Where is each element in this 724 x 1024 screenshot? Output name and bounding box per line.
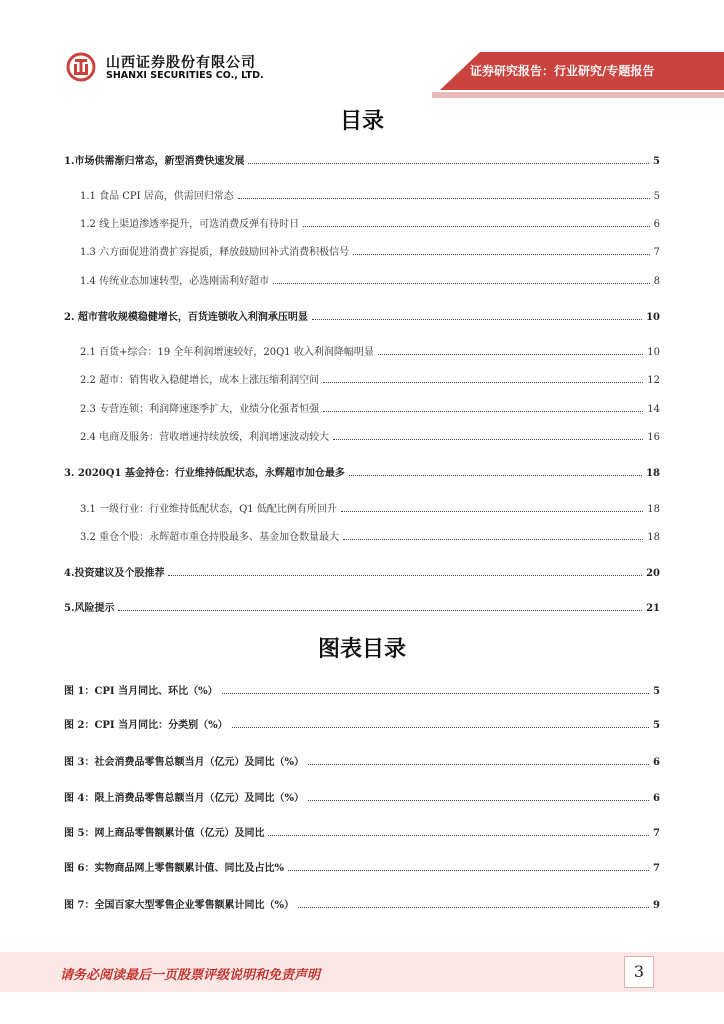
toc-entry-page: 10: [647, 347, 660, 358]
dot-leader: [232, 726, 649, 728]
toc-entry-label: 2.1 百货+综合：19 全年利润增速较好，20Q1 收入利润降幅明显: [80, 347, 374, 358]
company-logo-icon: [66, 52, 96, 82]
toc-entry[interactable]: [80, 400, 660, 415]
page-header: [0, 0, 724, 92]
dot-leader: [312, 318, 642, 320]
toc-entry[interactable]: [80, 500, 660, 515]
toc-entry-label: 1.3 六方面促进消费扩容提质，释放鼓励回补式消费积极信号: [80, 247, 350, 258]
toc-entry-page: 16: [647, 432, 660, 443]
toc-entry-label: 2. 超市营收规模稳健增长，百货连锁收入利润承压明显: [64, 312, 308, 323]
figure-entry-page: 5: [653, 720, 660, 731]
toc-entry[interactable]: [80, 187, 660, 202]
dot-leader: [268, 834, 649, 836]
toc-entry[interactable]: [64, 152, 660, 167]
toc-entry-page: 8: [653, 276, 660, 287]
figure-entry-label: 图 7：全国百家大型零售企业零售额累计同比（%）: [64, 900, 294, 911]
toc-entry[interactable]: [64, 564, 660, 579]
figure-list-title: 图表目录: [317, 637, 406, 662]
toc-entry[interactable]: [80, 343, 660, 358]
figure-entry[interactable]: [64, 789, 660, 804]
dot-leader: [333, 438, 643, 440]
figure-entry-page: 7: [653, 828, 660, 839]
figure-entry-label: 图 3：社会消费品零售总额当月（亿元）及同比（%）: [64, 757, 304, 768]
toc-entry-page: 5: [653, 191, 660, 202]
dot-leader: [343, 538, 643, 540]
report-type-label: 证券研究报告：行业研究/专题报告: [470, 64, 655, 78]
figure-entry-page: 7: [653, 863, 660, 874]
company-name-cn: 山西证券股份有限公司: [106, 55, 256, 71]
dot-leader: [323, 410, 643, 412]
dot-leader: [273, 282, 650, 284]
figure-entry[interactable]: [64, 896, 660, 911]
toc-entry-page: 6: [653, 219, 660, 230]
toc-title: 目录: [339, 109, 384, 134]
dot-leader: [349, 474, 642, 476]
toc-entry-label: 5.风险提示: [64, 603, 115, 614]
toc-entry-label: 1.2 线上渠道渗透率提升，可选消费反弹有待时日: [80, 219, 300, 230]
toc-entry[interactable]: [80, 428, 660, 443]
figure-entry[interactable]: [64, 682, 660, 697]
figure-entry[interactable]: [64, 859, 660, 874]
toc-entry-page: 14: [647, 404, 660, 415]
figure-entry-page: 6: [653, 757, 660, 768]
dot-leader: [323, 381, 643, 383]
dot-leader: [378, 353, 643, 355]
dot-leader: [308, 763, 649, 765]
dot-leader: [308, 799, 649, 801]
company-name-en: SHANXI SECURITIES CO., LTD.: [106, 70, 264, 81]
dot-leader: [118, 609, 642, 611]
toc-entry[interactable]: [80, 371, 660, 386]
toc-entry-page: 20: [646, 568, 660, 579]
toc-entry[interactable]: [64, 599, 660, 614]
figure-entry-label: 图 2：CPI 当月同比：分类别（%）: [64, 720, 228, 731]
toc-entry-label: 2.4 电商及服务：营收增速持续放缓，利润增速波动较大: [80, 432, 330, 443]
figure-entry-page: 9: [653, 900, 660, 911]
figure-entry-page: 6: [653, 793, 660, 804]
page-number: 3: [624, 956, 654, 988]
toc-entry[interactable]: [64, 308, 660, 323]
figure-entry[interactable]: [64, 824, 660, 839]
dot-leader: [238, 197, 650, 199]
toc-entry-label: 4.投资建议及个股推荐: [64, 568, 165, 579]
toc-entry-page: 18: [647, 504, 660, 515]
toc-entry-label: 1.1 食品 CPI 居高，供需回归常态: [80, 191, 234, 202]
disclaimer-text: 请务必阅读最后一页股票评级说明和免责声明: [60, 968, 321, 983]
toc-entry[interactable]: [80, 272, 660, 287]
toc-entry-page: 5: [653, 156, 660, 167]
figure-entry[interactable]: [64, 753, 660, 768]
toc-entry-page: 12: [647, 375, 660, 386]
toc-entry-label: 2.3 专营连锁：利润降速逐季扩大，业绩分化强者恒强: [80, 404, 320, 415]
toc-entry[interactable]: [80, 243, 660, 258]
toc-entry-label: 1.市场供需渐归常态，新型消费快速发展: [64, 156, 245, 167]
figure-entry-page: 5: [653, 686, 660, 697]
toc-entry-label: 2.2 超市：销售收入稳健增长，成本上涨压缩利润空间: [80, 375, 320, 386]
dot-leader: [303, 225, 650, 227]
toc-entry-page: 10: [646, 312, 660, 323]
toc-entry-label: 3.1 一级行业：行业维持低配状态，Q1 低配比例有所回升: [80, 504, 337, 515]
dot-leader: [341, 510, 643, 512]
figure-entry-label: 图 6：实物商品网上零售额累计值、同比及占比%: [64, 863, 284, 874]
figure-entry-label: 图 5：网上商品零售额累计值（亿元）及同比: [64, 828, 265, 839]
toc-entry[interactable]: [80, 215, 660, 230]
toc-entry-page: 18: [646, 468, 660, 479]
toc-entry-page: 7: [653, 247, 660, 258]
toc-entry-label: 1.4 传统业态加速转型，必选刚需利好超市: [80, 276, 270, 287]
toc-entry[interactable]: [64, 464, 660, 479]
toc-entry-label: 3. 2020Q1 基金持仓：行业维持低配状态，永辉超市加仓最多: [64, 468, 345, 479]
toc-entry-page: 18: [647, 532, 660, 543]
dot-leader: [298, 906, 649, 908]
dot-leader: [222, 692, 649, 694]
toc-entry-label: 3.2 重仓个股：永辉超市重仓持股最多、基金加仓数量最大: [80, 532, 340, 543]
dot-leader: [353, 253, 650, 255]
figure-entry-label: 图 1：CPI 当月同比、环比（%）: [64, 686, 218, 697]
figure-entry[interactable]: [64, 716, 660, 731]
figure-entry-label: 图 4：限上消费品零售总额当月（亿元）及同比（%）: [64, 793, 304, 804]
banner-underline: [432, 92, 724, 98]
toc-entry-page: 21: [646, 603, 660, 614]
dot-leader: [248, 162, 649, 164]
toc-entry[interactable]: [80, 528, 660, 543]
dot-leader: [288, 869, 649, 871]
dot-leader: [168, 574, 642, 576]
